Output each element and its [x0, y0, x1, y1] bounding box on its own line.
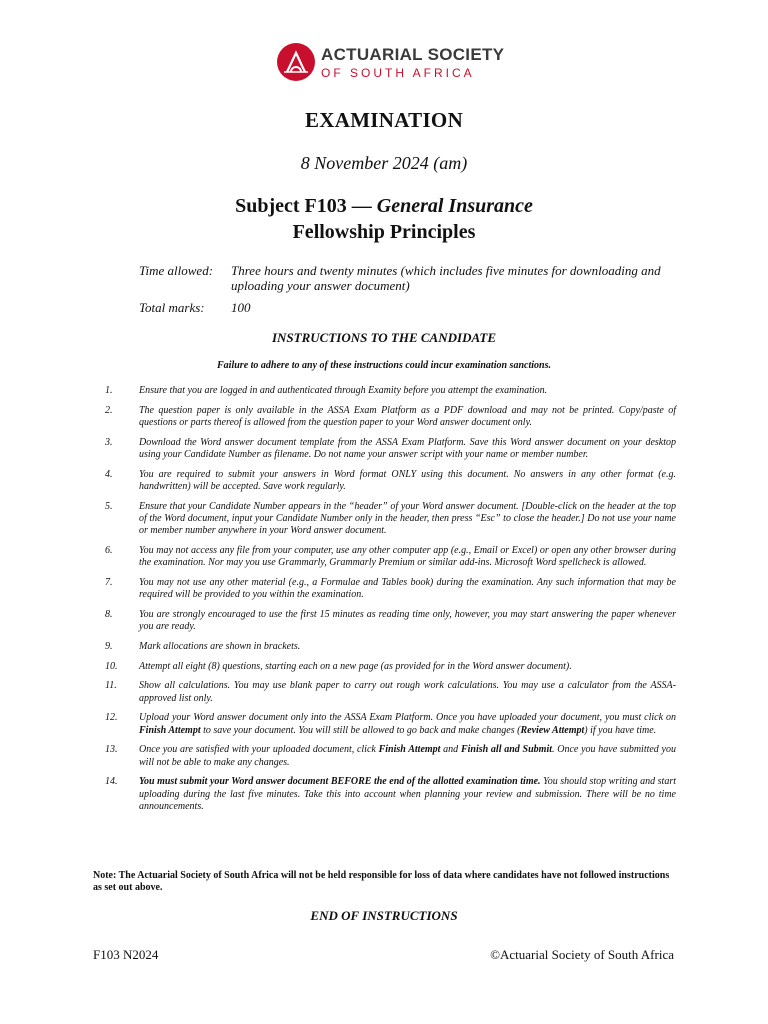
instruction-number: 11. [105, 680, 117, 692]
instructions-list [93, 385, 676, 821]
instruction-text: Mark allocations are shown in brackets. [139, 641, 301, 652]
instruction-text: You may not access any file from your computer, use any other computer app (e.g., Email or Excel) or open any other browser during the examination. Nor may you use Grammarly, Grammarly Premium or similar add-ins. Microsoft Word spellcheck is allowed. [139, 545, 676, 569]
instruction-text: ) if you have time. [584, 724, 657, 736]
instruction-item [93, 744, 676, 769]
instruction-number: 5. [105, 500, 113, 512]
instruction-number: 14. [105, 776, 118, 788]
instruction-text: . Once you have submitted you will not be able to make any changes. [139, 744, 676, 768]
end-of-instructions: END OF INSTRUCTIONS [310, 908, 458, 923]
footer-copyright: ©Actuarial Society of South Africa [490, 947, 674, 962]
instruction-number: 2. [105, 404, 113, 416]
instruction-text: Attempt all eight (8) questions, starting each on a new page (as provided for in the Word answer document). [139, 660, 572, 672]
subject-subtitle: Fellowship Principles [292, 221, 476, 243]
instruction-number: 13. [105, 744, 118, 756]
instruction-number: 3. [105, 436, 113, 448]
instruction-item [93, 385, 676, 397]
instruction-item [93, 661, 676, 673]
instruction-item [93, 405, 676, 430]
time-allowed-label: Time allowed: [139, 263, 214, 278]
instruction-number: 4. [105, 468, 113, 480]
instruction-text: Ensure that your Candidate Number appears in the “header” of your Word answer document. [Double-click on the header at the top of the Word document, input your Candidate Number only in the header, then press “Esc” to close the header.] Do not use your name or member number anywhere in your Word answer document. [139, 500, 676, 537]
instruction-text: You should stop writing and start uploading during the last five minutes. Take this into account when planning your review and submission. There will be no time announcements. [139, 776, 676, 812]
instruction-emphasis: Finish all and Submit [460, 744, 553, 756]
logo-text [321, 46, 504, 79]
instruction-item [93, 437, 676, 462]
instruction-number: 9. [105, 641, 113, 652]
instruction-number: 1. [105, 385, 113, 396]
exam-title: EXAMINATION [304, 108, 464, 132]
instruction-text: to save your document. You will still be allowed to go back and make changes ( [200, 724, 521, 736]
instruction-item [93, 680, 676, 705]
subject-line [0, 195, 768, 218]
instruction-emphasis: Finish Attempt [378, 744, 441, 756]
data-loss-note: Note: The Actuarial Society of South Africa will not be held responsible for loss of data where candidates have not followed instructions as set out above. [93, 870, 670, 894]
instruction-text: Show all calculations. You may use blank paper to carry out rough work calculations. You may use a calculator from the ASSA-approved list only. [139, 680, 676, 704]
sanctions-warning: Failure to adhere to any of these instructions could incur examination sanctions. [217, 360, 551, 371]
org-name: ACTUARIAL SOCIETY [321, 44, 505, 64]
instruction-number: 8. [105, 609, 113, 620]
time-allowed-value: Three hours and twenty minutes (which includes five minutes for downloading and uploading your answer document) [231, 263, 661, 293]
assa-emblem-icon [276, 42, 316, 82]
instruction-number: 7. [105, 577, 113, 588]
instruction-item [93, 712, 676, 737]
instruction-number: 6. [105, 545, 113, 556]
instruction-item [93, 776, 676, 813]
instruction-emphasis: Review Attempt [520, 724, 585, 736]
org-region: OF SOUTH AFRICA [321, 65, 475, 80]
instruction-item [93, 641, 676, 653]
subject-code: Subject F103 — [235, 195, 377, 217]
footer-exam-code: F103 N2024 [93, 947, 159, 962]
assa-logo [276, 42, 504, 82]
total-marks-label: Total marks: [139, 300, 205, 315]
instruction-text: You may not use any other material (e.g., a Formulae and Tables book) during the examination. Any such information that may be required will be provided to you within the examination. [139, 577, 676, 601]
instruction-item [93, 469, 676, 494]
instruction-text: Once you are satisfied with your uploaded document, click [139, 744, 379, 756]
instruction-text: The question paper is only available in the ASSA Exam Platform as a PDF download and may not be printed. Copy/paste of questions or parts thereof is allowed from the question paper to your Word answer document only. [139, 404, 676, 428]
instruction-item [93, 609, 676, 634]
instruction-item [93, 545, 676, 570]
instruction-text: Ensure that you are logged in and authenticated through Examity before you attempt the examination. [139, 385, 548, 396]
instruction-text: Download the Word answer document template from the ASSA Exam Platform. Save this Word answer document on your desktop using your Candidate Number as filename. Do not name your answer script with your name or member number. [139, 436, 676, 460]
instruction-text: Upload your Word answer document only into the ASSA Exam Platform. Once you have uploaded your document, you must click on [139, 712, 676, 724]
subject-name: General Insurance [376, 195, 533, 217]
instruction-item [93, 577, 676, 602]
instruction-item [93, 501, 676, 538]
instruction-number: 12. [105, 712, 118, 724]
instruction-number: 10. [105, 660, 118, 672]
instruction-emphasis: You must submit your Word answer document BEFORE the end of the allotted examination time. [139, 776, 541, 788]
instruction-emphasis: Finish Attempt [139, 724, 201, 736]
instruction-text: You are required to submit your answers in Word format ONLY using this document. No answers in any other format (e.g. handwritten) will be accepted. Save work regularly. [139, 468, 676, 492]
instructions-heading: INSTRUCTIONS TO THE CANDIDATE [271, 330, 497, 345]
exam-date: 8 November 2024 (am) [300, 153, 468, 173]
instruction-text: You are strongly encouraged to use the first 15 minutes as reading time only, however, you may start answering the paper whenever you are ready. [139, 609, 676, 633]
instruction-text: and [440, 744, 461, 756]
total-marks-value: 100 [231, 300, 251, 315]
